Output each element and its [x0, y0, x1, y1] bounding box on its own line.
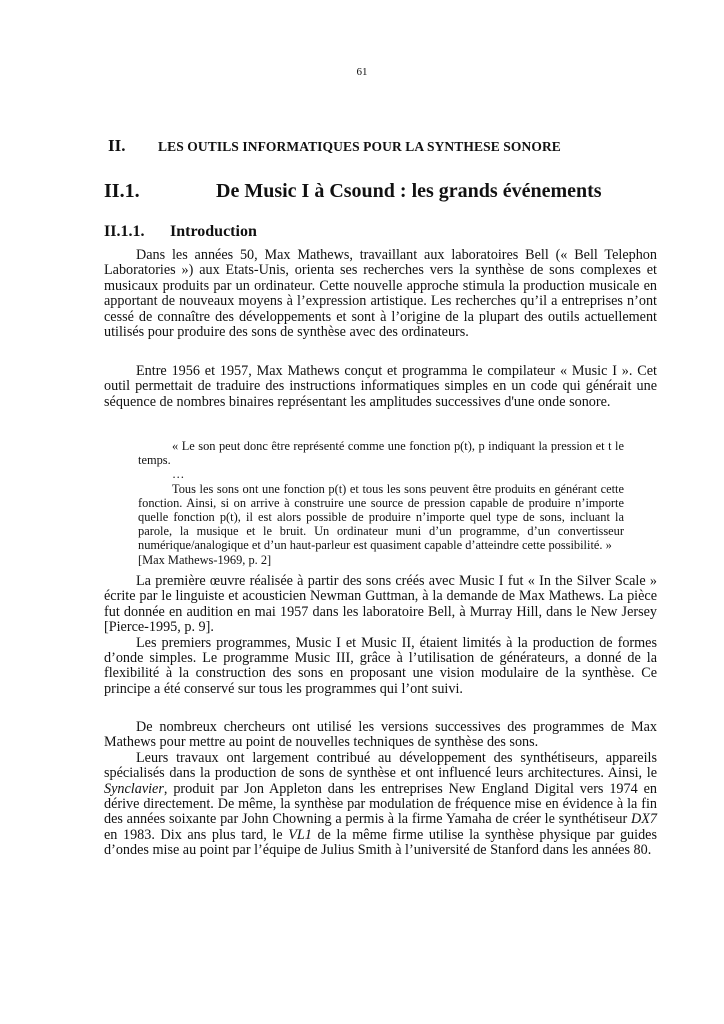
paragraph-5-block — [104, 720, 657, 859]
section-title: LES OUTILS INFORMATIQUES POUR LA SYNTHESE SONORE — [158, 139, 561, 154]
dx7-term: DX7 — [630, 811, 657, 828]
paragraph-6-text-b: , produit par Jon Appleton dans les entreprises New England Digital vers 1974 en dérive directement. De même, la synthèse par modulation de fréquence mise en évidence à la fin des années soixante par John Chowning a permis à la firme Yamaha de créer le synthétiseur — [104, 780, 657, 828]
subsubsection-title: Introduction — [170, 223, 257, 240]
subsection-heading — [104, 180, 664, 203]
quote-ellipsis: … — [172, 467, 185, 482]
block-quote — [138, 439, 624, 567]
subsection-title: De Music I à Csound : les grands événements — [216, 180, 602, 202]
paragraph-3-block — [104, 574, 657, 697]
paragraph-6-text-a: Leurs travaux ont largement contribué au développement des synthétiseurs, appareils spécialisés dans la production de sons de synthèse et ont influencé leurs architectures. Ainsi, le — [104, 749, 657, 782]
section-number: II. — [108, 136, 126, 155]
paragraph-2-block — [104, 364, 657, 410]
paragraph-6-text-d: de la même firme utilise la synthèse physique par guides d’ondes mise au point par l’équipe de Julius Smith à l’université de Stanford dans les années 80. — [104, 826, 657, 859]
paragraph-5: De nombreux chercheurs ont utilisé les versions successives des programmes de Max Mathews pour mettre au point de nouvelles techniques de synthèse des sons. — [104, 719, 657, 751]
paragraph-6 — [104, 751, 657, 859]
quote-part-2: Tous les sons ont une fonction p(t) et tous les sons peuvent être produits en générant cette fonction. Ainsi, si on arrive à construire une source de pression capable de produire n’importe quelle fonction p(t), il est alors possible de produire n’importe quel type de sons, incluant la parole, la musique et le bruit. Un ordinateur muni d’un programme, d’un convertisseur numérique/analogique et d’un haut-parleur est quasiment capable d’atteindre cette possibilité. » — [138, 481, 624, 553]
paragraph-4: Les premiers programmes, Music I et Music II, étaient limités à la production de formes d’onde simples. Le programme Music III, grâce à l’utilisation de générateurs, a donné de la flexibilité à la construction des sons en proposant une vision modulaire de la synthèse. Ce principe a été conservé sur tous les programmes qui l’ont suivi. — [104, 634, 657, 697]
page-number: 61 — [356, 66, 368, 78]
paragraph-1: Dans les années 50, Max Mathews, travaillant aux laboratoires Bell (« Bell Telephon Laboratories ») aux Etats-Unis, orienta ses recherches vers la synthèse de sons complexes et musicaux produits par un ordinateur. Cette nouvelle approche stimula la production musicale en apportant de nouveaux moyens à l’expression artistique. Les recherches qu’il a entreprises n’ont cessé de connaître des développements et sont à l’origine de la plupart des outils actuellement utilisés pour produire des sons de synthèse avec des ordinateurs. — [104, 247, 657, 341]
synclavier-term: Synclavier — [104, 780, 164, 797]
paragraph-2: Entre 1956 et 1957, Max Mathews conçut et programma le compilateur « Music I ». Cet outil permettait de traduire des instructions informatiques simples en un code qui générait une séquence de nombres binaires représentant les amplitudes successives d'une onde sonore. — [104, 363, 657, 410]
paragraph-1-block — [104, 248, 657, 340]
paragraph-3: La première œuvre réalisée à partir des sons créés avec Music I fut « In the Silver Scale » écrite par le linguiste et acousticien Newman Guttman, à la demande de Max Mathews. La pièce fut donnée en audition en mai 1957 dans les laboratoire Bell, à Murray Hill, dans le New Jersey [Pierce-1995, p. 9]. — [104, 573, 657, 636]
vl1-term: VL1 — [288, 826, 312, 843]
quote-citation: [Max Mathews-1969, p. 2] — [138, 552, 272, 567]
subsection-number: II.1. — [104, 180, 140, 202]
quote-part-1: « Le son peut donc être représenté comme une fonction p(t), p indiquant la pression et t le temps. — [138, 439, 624, 468]
subsubsection-heading — [104, 223, 664, 241]
paragraph-6-text-c: en 1983. Dix ans plus tard, le — [104, 826, 289, 843]
subsubsection-number: II.1.1. — [104, 223, 145, 240]
section-heading — [108, 136, 668, 156]
